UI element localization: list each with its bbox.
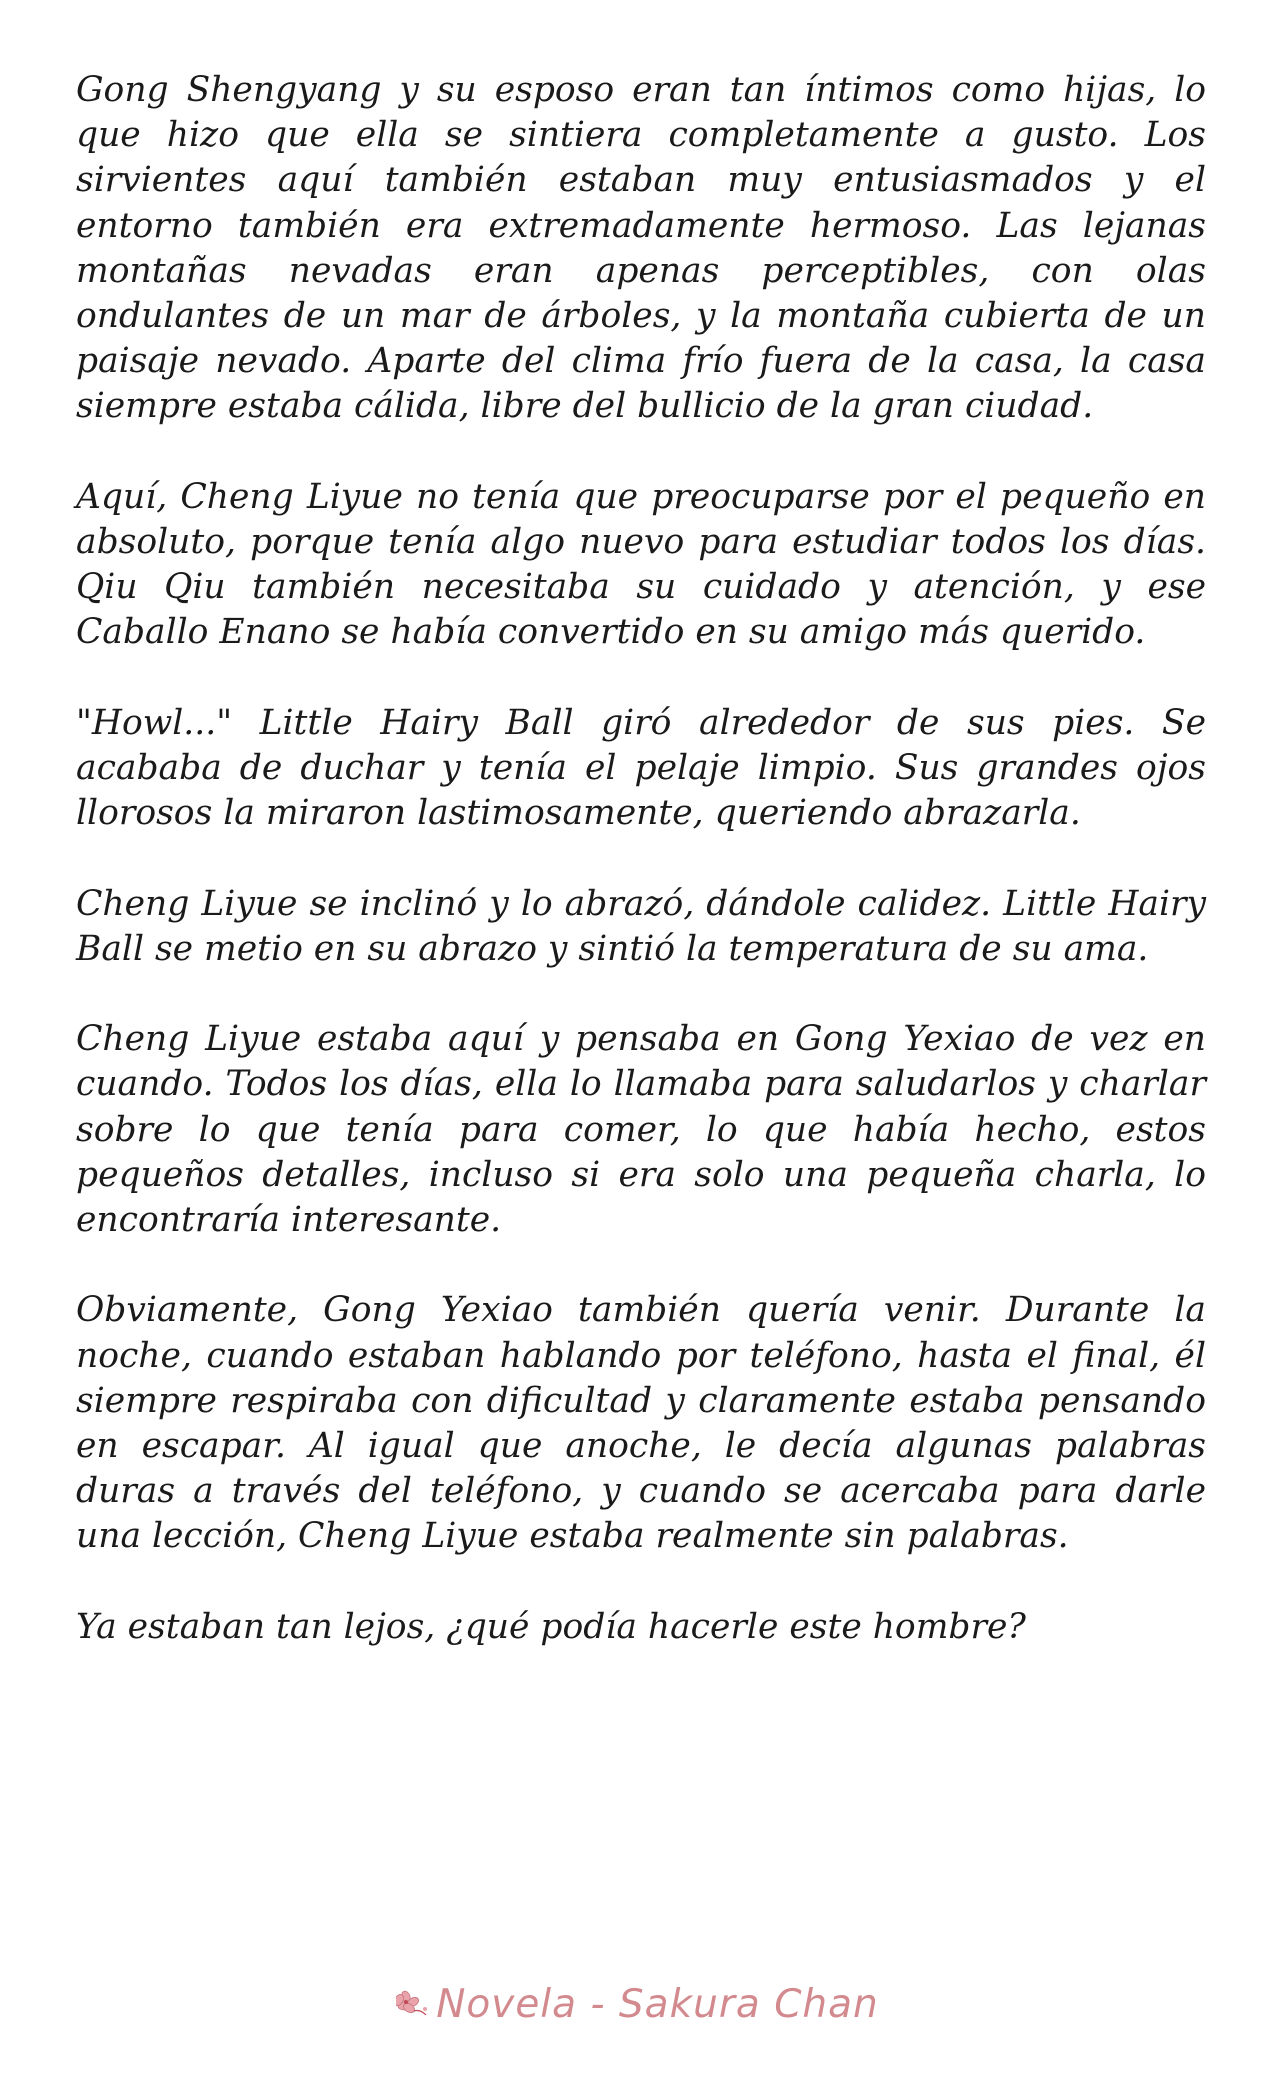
document-body	[76, 68, 1206, 1695]
paragraph-5: Cheng Liyue estaba aquí y pensaba en Gong Yexiao de vez en cuando. Todos los días, ella lo llamaba para saludarlos y charlar sobre lo que tenía para comer, lo que había hecho, estos pequeños detalles, incluso si era solo una pequeña charla, lo encontraría interesante.	[76, 1019, 1206, 1241]
paragraph-3: "Howl..." Little Hairy Ball giró alrededor de sus pies. Se acababa de duchar y tenía el pelaje limpio. Sus grandes ojos llorosos la miraron lastimosamente, queriendo abrazarla.	[76, 702, 1206, 834]
paragraph-6: Obviamente, Gong Yexiao también quería venir. Durante la noche, cuando estaban hablando por teléfono, hasta el final, él siempre respiraba con dificultad y claramente estaba pensando en escapar. Al igual que anoche, le decía algunas palabras duras a través del teléfono, y cuando se acercaba para darle una lección, Cheng Liyue estaba realmente sin palabras.	[76, 1290, 1206, 1557]
watermark-text: Novela - Sakura Chan	[436, 1982, 879, 2027]
watermark	[0, 1982, 1275, 2027]
paragraph-2: Aquí, Cheng Liyue no tenía que preocuparse por el pequeño en absoluto, porque tenía algo nuevo para estudiar todos los días. Qiu Qiu también necesitaba su cuidado y atención, y ese Caballo Enano se había convertido en su amigo más querido.	[76, 476, 1206, 653]
sakura-flower-icon	[396, 1984, 430, 2014]
paragraph-4: Cheng Liyue se inclinó y lo abrazó, dándole calidez. Little Hairy Ball se metio en su abrazo y sintió la temperatura de su ama.	[76, 883, 1206, 969]
paragraph-1: Gong Shengyang y su esposo eran tan íntimos como hijas, lo que hizo que ella se sintiera completamente a gusto. Los sirvientes aquí también estaban muy entusiasmados y el entorno también era extremadamente hermoso. Las lejanas montañas nevadas eran apenas perceptibles, con olas ondulantes de un mar de árboles, y la montaña cubierta de un paisaje nevado. Aparte del clima frío fuera de la casa, la casa siempre estaba cálida, libre del bullicio de la gran ciudad.	[76, 70, 1206, 427]
paragraph-7: Ya estaban tan lejos, ¿qué podía hacerle este hombre?	[76, 1606, 1026, 1647]
